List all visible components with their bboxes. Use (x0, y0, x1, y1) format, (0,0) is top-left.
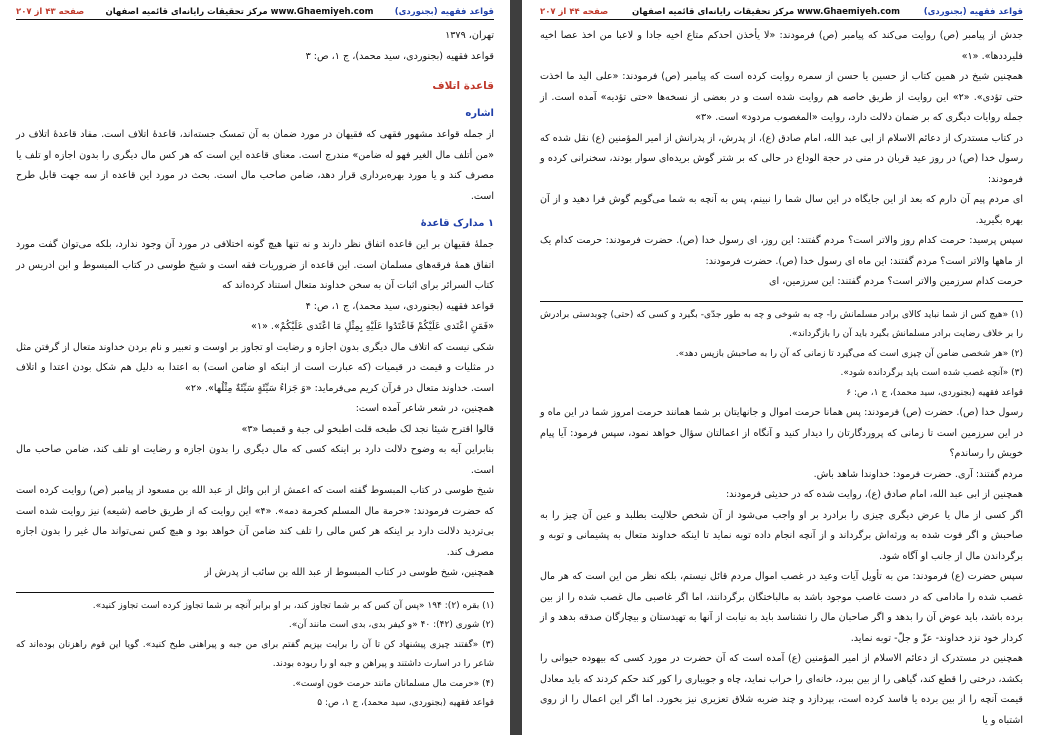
paragraph: سپس حضرت (ع) فرمودند: من به تأویل آیات وعید در غصب اموال مردم قائل نیستم، بلکه نظر من این است که هر مال غصب شده را مادامی که در دست غاصب موجود باشد به مالباختگان برگردانند، اما اگر غاصبی مال غصب شده را از بین برده باشد، باید عوض آن را بدهد و اگر صاحبان مال را نشناسد باید به نیابت از آنها به تهیدستان و بیچارگان صدقه بدهد و از کردار خود نزد خداوند- عزّ و جلّ- توبه نماید. (540, 571, 1023, 644)
footnote-rule (16, 592, 494, 593)
left-page[interactable] (0, 0, 510, 735)
page-gutter (510, 0, 522, 735)
footnote: (۳) «گفتند چیزی پیشنهاد کن تا آن را برایت بپزیم گفتم برای من جبه و پیراهنی طبخ کنید». گویا این قوم راهزنان بوده‌اند که شاعر را در اسارت داشتند و پیراهن و جبه او را ربوده بودند. (16, 639, 494, 669)
citation-line: قواعد فقهیه (بجنوردی، سید محمد)، ج ۱، ص: ۳ (305, 50, 494, 62)
paragraph: همچنین در مستدرک از دعائم الاسلام از امیر المؤمنین (ع) آمده است که آن حضرت در مورد کسی که بیهوده حیوانی را بکشد، درختی را قطع کند، گیاهی را از بین ببرد، خانه‌ای را خراب نماید، چاه و جویباری را کور کند حکم کردند که باید معادل قیمت آنچه را از بین برده یا فاسد کرده است، بپردازد و چند ضربه شلاق تعزیری نیز بخورد. اما اگر این اعمال را از روی اشتباه و یا (540, 653, 1023, 726)
paragraph: سپس پرسید: حرمت کدام روز والاتر است؟ مردم گفتند: این روز، ای رسول خدا (ص). حضرت فرمودند: حرمت کدام یک از ماهها والاتر است؟ مردم گفتند: این ماه ای رسول خدا (ص). حضرت فرمودند: (540, 235, 1023, 267)
footnote: (۱) بقره (۲): ۱۹۴ «پس آن کس که بر شما تجاوز کند، بر او برابر آنچه بر شما تجاوز کرده است تجاوز کنید». (92, 600, 494, 611)
left-footnotes (16, 597, 494, 714)
paragraph: بنابراین آیه به وضوح دلالت دارد بر اینکه کسی که مال دیگری را بدون اجازه و رضایت او تلف کند، ضامن صاحب مال است. (16, 444, 494, 476)
paragraph: جدش از پیامبر (ص) روایت می‌کند که پیامبر (ص) فرمودند: «لا یأخذن احدکم متاع اخیه جادا و لاعبا من اخذ عصا اخیه فلیرددها». «۱» (540, 30, 1023, 62)
paragraph: همچنین از ابی عبد الله، امام صادق (ع)، روایت شده که در حدیثی فرمودند: (725, 489, 1023, 500)
intro-paragraph: از جمله قواعد مشهور فقهی که فقیهان در مورد ضمان به آن تمسک جسته‌اند، قاعدهٔ اتلاف است. مفاد قاعدهٔ اتلاف در «من أتلف مال الغیر فهو له ضامن» مندرج است. معنای قاعده این است که هر کس مال دیگری را بدون اجازه او تلف یا مصرف کند و یا مورد بهره‌برداری قرار دهد، ضامن صاحب مال است. بحث در مورد این قاعده از سه جهت قابل طرح است. (16, 129, 494, 202)
citation-line: قواعد فقهیه (بجنوردی، سید محمد)، ج ۱، ص: ۵ (317, 698, 494, 708)
paragraph: در کتاب مستدرک از دعائم الاسلام از ابی عبد الله، امام صادق (ع)، از پدرش، از پدرانش از امیر المؤمنین (ع) نقل شده که رسول خدا (ص) در روز عید قربان در منی در حجة الوداع در حالی که بر شتر گوش بریده‌ای سوار بودند، سخنرانی کرده و فرمودند: (540, 132, 1023, 185)
left-page-header (16, 6, 494, 20)
paragraph: همچنین شیخ در همین کتاب از حسین یا حسن از سمره روایت کرده است که پیامبر (ص) فرمودند: «علی الید ما اخذت حتی تؤدی». «۲» این روایت از طریق خاصه هم روایت شده است و در بعضی از نسخه‌ها «حتی تؤدیه» آمده است. از جمله روایات دیگری که بر ضمان دلالت دارد، روایت «المغصوب مردود» است. «۳» (540, 71, 1023, 123)
right-footnotes (540, 306, 1023, 404)
publisher-line: تهران، ۱۳۷۹ (445, 30, 494, 41)
citation-line: قواعد فقهیه (بجنوردی، سید محمد)، ج ۱، ص: ۶ (846, 387, 1023, 398)
paragraph: همچنین، شیخ طوسی در کتاب المبسوط از عبد الله بن سائب از پدرش از (204, 567, 494, 578)
paragraph: حرمت کدام سرزمین والاتر است؟ مردم گفتند: این سرزمین، ای (768, 276, 1023, 287)
chapter-title: قاعدة اتلاف (432, 80, 494, 92)
citation-line: قواعد فقهیه (بجنوردی، سید محمد)، ج ۱، ص: ۴ (305, 300, 494, 312)
paragraph: ای مردم پیم آن دارم که بعد از این جایگاه در این سال شما را نبینم، پس به آنچه به شما می‌گویم گوش فرا دهید و از آن بهره بگیرید. (540, 194, 1023, 226)
footnote: (۲) «هر شخصی ضامن آن چیزی است که می‌گیرد تا زمانی که آن را به صاحبش بازپس دهد». (675, 348, 1023, 359)
footnote: (۲) شوری (۴۲): ۴۰ «و کیفر بدی، بدی است مانند آن». (288, 620, 494, 630)
footnote: (۳) «آنچه غصب شده است باید برگردانده شود». (840, 368, 1023, 378)
right-page-number: صفحه ۴۴ از ۲۰۷ (540, 6, 609, 17)
paragraph: اگر کسی از مال یا عرض دیگری چیزی را برادرد بر او واجب می‌شود از آن شخص حلالیت بطلبد و عین آن چیز را به صاحبش و اگر فوت شده به ورثه‌اش برگرداند و از آنچه انجام داده توبه نماید تا اینکه خداوند متعال به پشیمانی و توبه و برگرداندن مال از جانب او آگاه شود. (540, 509, 1023, 562)
right-book-title: قواعد فقهیه (بجنوردی) (923, 6, 1023, 17)
right-site-name: مرکز تحقیقات رایانه‌ای قائمیه اصفهان www.Ghaemiyeh.com (631, 6, 900, 17)
paragraph: شکی نیست که اتلاف مال دیگری بدون اجازه و رضایت او تجاوز بر اوست و تعبیر و نام بردن خداوند متعال از گرفتن مثل در مثلیات و قیمت در قیمیات (که عبارت است از اینکه او ضامن است) به اعتدا به دلیل هم شکل بودن اعتدا و اتلاف است. خداوند متعال در قرآن کریم می‌فرماید: «وَ جَزاءُ سَیِّئَةٍ سَیِّئَةٌ مِثْلُها». «۲» (16, 341, 494, 394)
section-heading-intro: اشاره (465, 108, 494, 119)
right-page-header (540, 6, 1023, 20)
quran-verse: «فَمَنِ اعْتَدی عَلَیْکُمْ فَاعْتَدُوا عَلَیْهِ بِمِثْلِ مَا اعْتَدی عَلَیْکُمْ». «۱» (250, 321, 494, 332)
section-heading-sources: ۱ مدارک قاعدهٔ (420, 218, 494, 229)
paragraph: شیخ طوسی در کتاب المبسوط گفته است که اعمش از ابن وائل از عبد الله بن مسعود از پیامبر (ص) روایت کرده است که حضرت فرمودند: «حرمة مال المسلم کحرمة دمه». «۴» این روایت که از طریق خاصه (شیعه) نیز روایت شده است بی‌تردید دلالت دارد بر اینکه هر کس مالی را تلف کند ضامن آن خواهد بود و هیچ کس نمی‌تواند مال غیر را بدون اجازه مصرف کند. (16, 485, 494, 558)
left-site-name: مرکز تحقیقات رایانه‌ای قائمیه اصفهان www.Ghaemiyeh.com (105, 6, 374, 17)
left-page-body (16, 20, 494, 584)
poem-line: قالوا اقترح شیئا نجد لک طبخه قلت اطبخو لی جبة و قمیصا «۳» (241, 423, 494, 435)
footnote: (۱) «هیچ کس از شما نباید کالای برادر مسلمانش را- چه به شوخی و چه به طور جدّی- بگیرد و کسی که (حتی) چوبدستی برادرش را بر خلاف رضایت برادر مسلمانش بگیرد باید آن را بازگرداند». (540, 309, 1023, 339)
left-page-number: صفحه ۴۳ از ۲۰۷ (16, 6, 85, 17)
right-page-body-continued (540, 403, 1023, 731)
paragraph: جملهٔ فقیهان بر این قاعده اتفاق نظر دارند و نه تنها هیچ گونه اختلافی در مورد آن وجود ندارد، بلکه می‌توان گفت مورد اتفاق همهٔ فرقه‌های مسلمان است. این قاعده از ضروریات فقه است و شیخ طوسی در کتاب المبسوط و ابن ادریس در کتاب السرائر برای اثبات آن به سخن خداوند متعال استناد کرده‌اند که (16, 239, 494, 291)
right-page[interactable] (522, 0, 1041, 735)
footnote-rule (540, 301, 1023, 302)
footnote: (۴) «حرمت مال مسلمانان مانند حرمت خون اوست». (292, 678, 494, 689)
left-book-title: قواعد فقهیه (بجنوردی) (394, 6, 494, 17)
paragraph: مردم گفتند: آری. حضرت فرمود: خداوندا شاهد باش. (813, 468, 1023, 480)
paragraph: همچنین، در شعر شاعر آمده است: (355, 403, 494, 414)
paragraph: رسول خدا (ص). حضرت (ص) فرمودند: پس همانا حرمت اموال و جانهایتان بر شما همانند حرمت امروز شما در این ماه و در این سرزمین است تا زمانی که پروردگارتان را دیدار کنید و آنگاه از اعمالتان سؤال خواهد نمود، سپس فرمود: آیا پیام خویش را رساندم؟ (540, 407, 1023, 459)
right-page-body (540, 20, 1023, 293)
